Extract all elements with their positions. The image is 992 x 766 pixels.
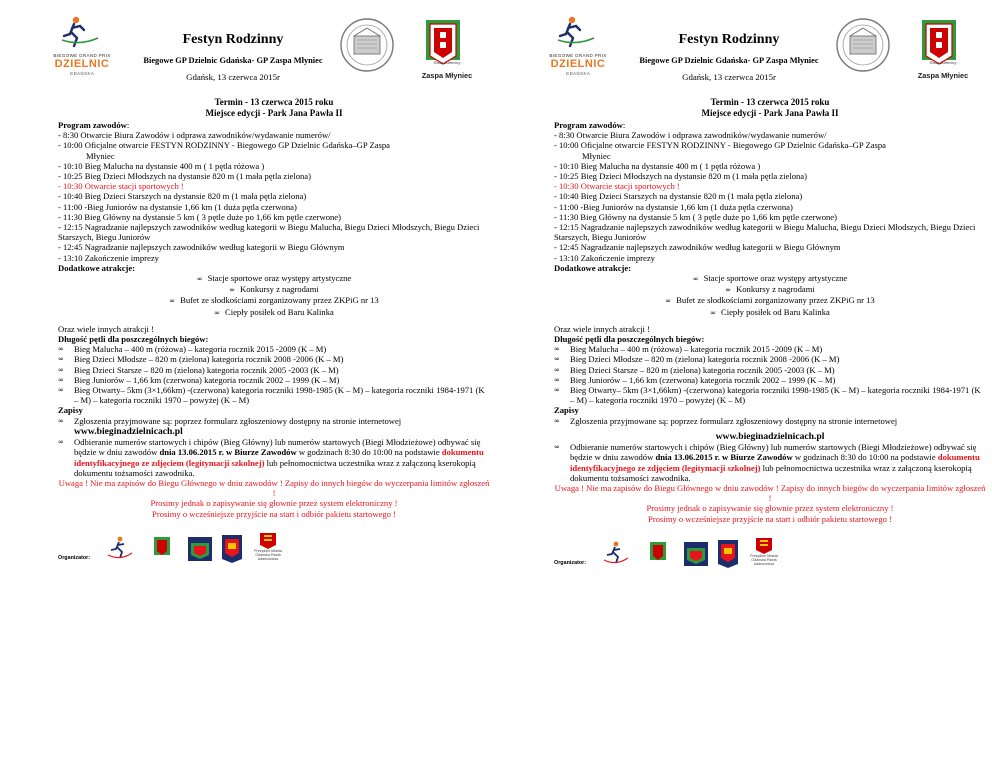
zapisy-power-text: lub pełnomocnictwa uczestnika wraz z załączoną kserokopią dokumentu tożsamości zawodnika.: [74, 457, 476, 478]
infinity-bullet-icon: ∞: [554, 375, 560, 384]
termin-heading: [58, 97, 490, 119]
zapisy-item-text: Odbieranie numerów startowych i chipów (Bieg Główny) lub numerów startowych (Biegi Młodzieżowe) odbywać się będzie w dniu zawodów: [570, 442, 977, 463]
program-item-highlight: - 10:30 Otwarcie stacji sportowych !: [58, 181, 184, 192]
program-item: - 10:10 Bieg Malucha na dystansie 400 m ( 1 pętla różowa ): [58, 160, 265, 171]
dlugosc-item: [58, 344, 490, 354]
flyer-header: [549, 14, 986, 92]
atrakcje-item-text: Ciepły posiłek od Baru Kalinka: [721, 306, 830, 317]
atrakcje-item: [58, 284, 490, 295]
infinity-bullet-icon: ∞: [214, 308, 220, 317]
zaspa-logo-small-icon: [644, 540, 674, 568]
zapisy-item: [58, 416, 490, 437]
flyer-date: Gdańsk, 13 czerwca 2015r: [186, 72, 280, 82]
zaspa-logo-small-text: Rada Dzielnicy: [929, 60, 957, 65]
flag-logo-icon: [716, 538, 740, 570]
flyer-title: Festyn Rodzinny: [678, 32, 780, 47]
website-link[interactable]: www.bieginadzielnicach.pl: [715, 430, 825, 442]
prosimy-text: Prosimy jednak o zapisywanie się głownie przez system elektroniczny !: [150, 498, 398, 509]
infinity-bullet-icon: ∞: [229, 286, 236, 295]
atrakcje-item: [58, 307, 490, 318]
program-item: Młyniec: [86, 150, 115, 161]
uwaga-text: Uwaga ! Nie ma zapisów do Biegu Głównego w dniu zawodów ! Zapisy do innych biegów do wyczerpania limitów zgłoszeń !: [554, 482, 986, 504]
atrakcje-item: [554, 307, 986, 318]
dlugosc-heading: Długość pętli dla poszczególnych biegów:: [58, 334, 209, 345]
flyer-body: [554, 120, 986, 524]
zapisy-date-text: dnia 13.06.2015 r. w Biurze Zawodów: [655, 452, 793, 463]
dlugosc-item: [58, 354, 490, 364]
logo-dzielnic-text: DZIELNIC: [550, 58, 606, 70]
infinity-bullet-icon: ∞: [196, 275, 203, 284]
dlugosc-item: [58, 385, 490, 405]
dlugosc-item: [554, 365, 986, 375]
flyer-left: [53, 14, 490, 565]
program-item: - 12:45 Nagradzanie najlepszych zawodników według kategorii w Biegu Głównym: [554, 242, 841, 253]
atrakcje-item: [554, 295, 986, 306]
runner-logo-small-icon: [596, 540, 636, 568]
dlugosc-item: [58, 365, 490, 375]
infinity-bullet-icon: ∞: [692, 275, 699, 284]
footer-logo-caption: Prezydent Miasta Gdańska Pawła Adamowicza: [254, 548, 282, 561]
program-item: - 11:00 -Bieg Juniorów na dystansie 1,66 km (1 duża pętla czerwona): [58, 201, 297, 212]
infinity-bullet-icon: ∞: [169, 297, 176, 306]
zapisy-item-text: Zgłoszenia przyjmowane są: poprzez formularz zgłoszeniowy dostępny na stronie internetowej: [570, 415, 898, 426]
program-heading-text: Program zawodów: [58, 120, 127, 130]
program-item: - 10:40 Bieg Dzieci Starszych na dystansie 820 m (1 mała pętla zielona): [554, 191, 803, 202]
program-item-highlight: - 10:30 Otwarcie stacji sportowych !: [554, 181, 680, 192]
flyer-title: Festyn Rodzinny: [182, 32, 284, 47]
seal-logo-icon: [338, 16, 396, 74]
program-heading: Program zawodów:: [554, 120, 626, 130]
flyer-header: [53, 14, 490, 92]
seal-logo-icon: [834, 16, 892, 74]
logo-grand-prix-text: BIEGOWE GRAND PRIX: [53, 53, 111, 58]
zapisy-item-text: Zgłoszenia przyjmowane są: poprzez formularz zgłoszeniowy dostępny na stronie internetowej: [74, 415, 402, 426]
infinity-bullet-icon: ∞: [725, 286, 732, 295]
infinity-bullet-icon: ∞: [554, 443, 560, 452]
termin-text: Termin - 13 czerwca 2015 roku: [214, 97, 334, 107]
zapisy-item: [58, 437, 490, 478]
infinity-bullet-icon: ∞: [554, 416, 560, 425]
zapisy-item-text: Odbieranie numerów startowych i chipów (Bieg Główny) lub numerów startowych (Biegi Młodzieżowe) odbywać się będzie w dniu zawodów: [74, 437, 481, 458]
atrakcje-heading: Dodatkowe atrakcje:: [58, 262, 136, 273]
flyer-subtitle: Biegowe GP Dzielnic Gdańska- GP Zaspa Młyniec: [143, 56, 323, 65]
prosimy-text: Prosimy jednak o zapisywanie się głownie przez system elektroniczny !: [646, 503, 894, 514]
flyer-body: [58, 120, 490, 519]
atrakcje-more: Oraz wiele innych atrakcji !: [58, 323, 154, 334]
infinity-bullet-icon: ∞: [554, 345, 560, 354]
dlugosc-item: [554, 344, 986, 354]
infinity-bullet-icon: ∞: [554, 386, 560, 395]
infinity-bullet-icon: ∞: [554, 355, 560, 364]
infinity-bullet-icon: ∞: [58, 375, 64, 384]
flyer-right: [549, 14, 986, 570]
infinity-bullet-icon: ∞: [58, 438, 64, 447]
program-item: - 10:00 Oficjalne otwarcie FESTYN RODZINNY - Biegowego GP Dzielnic Gdańska–GP Zaspa: [554, 140, 886, 151]
termin-text: Termin - 13 czerwca 2015 roku: [710, 97, 830, 107]
program-heading: Program zawodów:: [58, 120, 130, 130]
atrakcje-item: [58, 295, 490, 306]
miejsce-text: Miejsce edycji - Park Jana Pawła II: [701, 108, 839, 118]
dlugosc-item-text: Bieg Otwarty– 5km (3×1,66km) -(czerwona) kategoria roczniki 1998-1985 (K – M) – kategoria roczniki 1984-1971 (K – M) – kategoria roczniki 1970 – powyżej (K – M): [74, 385, 485, 406]
zaspa-logo-name: Zaspa Młyniec: [421, 71, 473, 80]
infinity-bullet-icon: ∞: [58, 355, 64, 364]
dlugosc-item-text: Bieg Malucha – 400 m (różowa) – kategoria rocznik 2015 -2009 (K – M): [74, 344, 327, 355]
infinity-bullet-icon: ∞: [58, 365, 64, 374]
program-item: - 8:30 Otwarcie Biura Zawodów i odprawa zawodników/wydawanie numerów/: [554, 130, 827, 141]
atrakcje-more: Oraz wiele innych atrakcji !: [554, 323, 650, 334]
program-item: - 10:25 Bieg Dzieci Młodszych na dystansie 820 m (1 mała pętla zielona): [554, 171, 807, 182]
atrakcje-item-text: Konkursy z nagrodami: [240, 284, 319, 295]
zapisy-document-text: dokumentu identyfikacyjnego ze zdjęciem (legitymacji szkolnej): [74, 447, 484, 468]
logo-grand-prix-text: BIEGOWE GRAND PRIX: [549, 53, 607, 58]
program-item: - 10:40 Bieg Dzieci Starszych na dystansie 820 m (1 mała pętla zielona): [58, 191, 307, 202]
club-logo-icon: [186, 535, 214, 565]
runner-logo-small-icon: [100, 535, 140, 563]
infinity-bullet-icon: ∞: [665, 297, 672, 306]
uwaga-text: Uwaga ! Nie ma zapisów do Biegu Głównego w dniu zawodów ! Zapisy do innych biegów do wyczerpania limitów zgłoszeń !: [58, 477, 490, 499]
dlugosc-item-text: Bieg Malucha – 400 m (różowa) – kategoria rocznik 2015 -2009 (K – M): [570, 344, 823, 355]
atrakcje-item-text: Konkursy z nagrodami: [736, 284, 815, 295]
atrakcje-item: [554, 284, 986, 295]
infinity-bullet-icon: ∞: [58, 386, 64, 395]
atrakcje-item: [58, 273, 490, 284]
atrakcje-item-text: Stacje sportowe oraz występy artystyczne: [207, 273, 352, 284]
program-item: - 13:10 Zakończenie imprezy: [58, 252, 159, 263]
dlugosc-item: [554, 375, 986, 385]
infinity-bullet-icon: ∞: [554, 365, 560, 374]
flyer-date: Gdańsk, 13 czerwca 2015r: [682, 72, 776, 82]
dlugosc-item-text: Bieg Juniorów – 1,66 km (czerwona) kategoria rocznik 2002 – 1999 (K – M): [570, 374, 836, 385]
atrakcje-item-text: Ciepły posiłek od Baru Kalinka: [225, 306, 334, 317]
dlugosc-item-text: Bieg Dzieci Młodsze – 820 m (zielona) kategoria rocznik 2008 -2006 (K – M): [570, 354, 840, 365]
program-item: - 8:30 Otwarcie Biura Zawodów i odprawa zawodników/wydawanie numerów/: [58, 130, 331, 141]
zaspa-logo-name: Zaspa Młyniec: [917, 71, 969, 80]
atrakcje-item-text: Bufet ze słodkościami zorganizowany przez ZKPiG nr 13: [180, 295, 379, 306]
zapisy-hours-text: w godzinach 8:30 do 10:00 na podstawie: [298, 447, 440, 458]
logo-gdansk-text: GDAŃSKA: [565, 71, 591, 76]
club-logo-icon: [682, 540, 710, 570]
program-item: - 10:00 Oficjalne otwarcie FESTYN RODZINNY - Biegowego GP Dzielnic Gdańska–GP Zaspa: [58, 140, 390, 151]
dlugosc-item: [554, 354, 986, 364]
zapisy-date-text: dnia 13.06.2015 r. w Biurze Zawodów: [159, 447, 297, 458]
logo-gdansk-text: GDAŃSKA: [69, 71, 95, 76]
program-item: - 10:10 Bieg Malucha na dystansie 400 m ( 1 pętla różowa ): [554, 160, 761, 171]
zapisy-hours-text: w godzinach 8:30 do 10:00 na podstawie: [794, 452, 936, 463]
footer-logo-caption: Prezydent Miasta Gdańska Pawła Adamowicza: [750, 553, 778, 566]
flyer-subtitle: Biegowe GP Dzielnic Gdańska- GP Zaspa Młyniec: [639, 56, 819, 65]
flyer-footer: [554, 536, 986, 570]
atrakcje-heading: Dodatkowe atrakcje:: [554, 262, 632, 273]
zapisy-document-text: dokumentu identyfikacyjnego ze zdjęciem (legitymacji szkolnej): [570, 452, 980, 473]
logo-dzielnic-text: DZIELNIC: [54, 58, 110, 70]
zapisy-power-text: lub pełnomocnictwa uczestnika wraz z załączoną kserokopią dokumentu tożsamości zawodnika.: [570, 462, 972, 483]
zapisy-heading: Zapisy: [554, 405, 579, 416]
program-item: - 12:15 Nagradzanie najlepszych zawodników według kategorii w Biegu Malucha, Biegu Dzieci Młodszych, Biegu Dzieci Starszych, Biegu Juniorów: [58, 222, 480, 243]
organizator-label: Organizator:: [58, 554, 91, 561]
atrakcje-item-text: Stacje sportowe oraz występy artystyczne: [703, 273, 848, 284]
program-item: - 11:30 Bieg Główny na dystansie 5 km ( 3 pętle duże po 1,66 km pętle czerwone): [554, 211, 837, 222]
zaspa-logo-small-text: Rada Dzielnicy: [433, 60, 461, 65]
website-link[interactable]: www.bieginadzielnicach.pl: [74, 425, 183, 437]
infinity-bullet-icon: ∞: [58, 345, 64, 354]
infinity-bullet-icon: ∞: [58, 416, 64, 425]
zapisy-item: [554, 416, 986, 426]
prosimy-text: Prosimy o wcześniejsze przyjście na start i odbiór pakietu startowego !: [152, 508, 396, 519]
prosimy-text: Prosimy o wcześniejsze przyjście na start i odbiór pakietu startowego !: [648, 513, 892, 524]
dlugosc-item-text: Bieg Dzieci Starsze – 820 m (zielona) kategoria rocznik 2005 -2003 (K – M): [570, 364, 835, 375]
zapisy-item: [554, 442, 986, 483]
dlugosc-item-text: Bieg Dzieci Starsze – 820 m (zielona) kategoria rocznik 2005 -2003 (K – M): [74, 364, 339, 375]
program-heading-text: Program zawodów: [554, 120, 623, 130]
infinity-bullet-icon: ∞: [710, 308, 716, 317]
dlugosc-item-text: Bieg Dzieci Młodsze – 820 m (zielona) kategoria rocznik 2008 -2006 (K – M): [74, 354, 344, 365]
atrakcje-item: [554, 273, 986, 284]
dlugosc-item-text: Bieg Juniorów – 1,66 km (czerwona) kategoria rocznik 2002 – 1999 (K – M): [74, 374, 340, 385]
flyer-footer: [58, 531, 490, 565]
program-item: Młyniec: [582, 150, 611, 161]
dlugosc-item: [554, 385, 986, 405]
flag-logo-icon: [220, 533, 244, 565]
dlugosc-item-text: Bieg Otwarty– 5km (3×1,66km) -(czerwona) kategoria roczniki 1998-1985 (K – M) – kategoria roczniki 1984-1971 (K – M) – kategoria roczniki 1970 – powyżej (K – M): [570, 385, 981, 406]
miejsce-text: Miejsce edycji - Park Jana Pawła II: [205, 108, 343, 118]
program-item: - 11:00 -Bieg Juniorów na dystansie 1,66 km (1 duża pętla czerwona): [554, 201, 793, 212]
termin-heading: [554, 97, 986, 119]
atrakcje-item-text: Bufet ze słodkościami zorganizowany przez ZKPiG nr 13: [676, 295, 875, 306]
program-item: - 11:30 Bieg Główny na dystansie 5 km ( 3 pętle duże po 1,66 km pętle czerwone): [58, 211, 341, 222]
zaspa-logo-small-icon: [148, 535, 178, 563]
program-item: - 13:10 Zakończenie imprezy: [554, 252, 655, 263]
program-item: - 10:25 Bieg Dzieci Młodszych na dystansie 820 m (1 mała pętla zielona): [58, 171, 311, 182]
program-item: - 12:45 Nagradzanie najlepszych zawodników według kategorii w Biegu Głównym: [58, 242, 345, 253]
dlugosc-item: [58, 375, 490, 385]
dlugosc-heading: Długość pętli dla poszczególnych biegów:: [554, 334, 705, 345]
organizator-label: Organizator:: [554, 559, 587, 566]
program-item: - 12:15 Nagradzanie najlepszych zawodników według kategorii w Biegu Malucha, Biegu Dzieci Młodszych, Biegu Dzieci Starszych, Biegu Juniorów: [554, 222, 976, 243]
zapisy-heading: Zapisy: [58, 405, 83, 416]
